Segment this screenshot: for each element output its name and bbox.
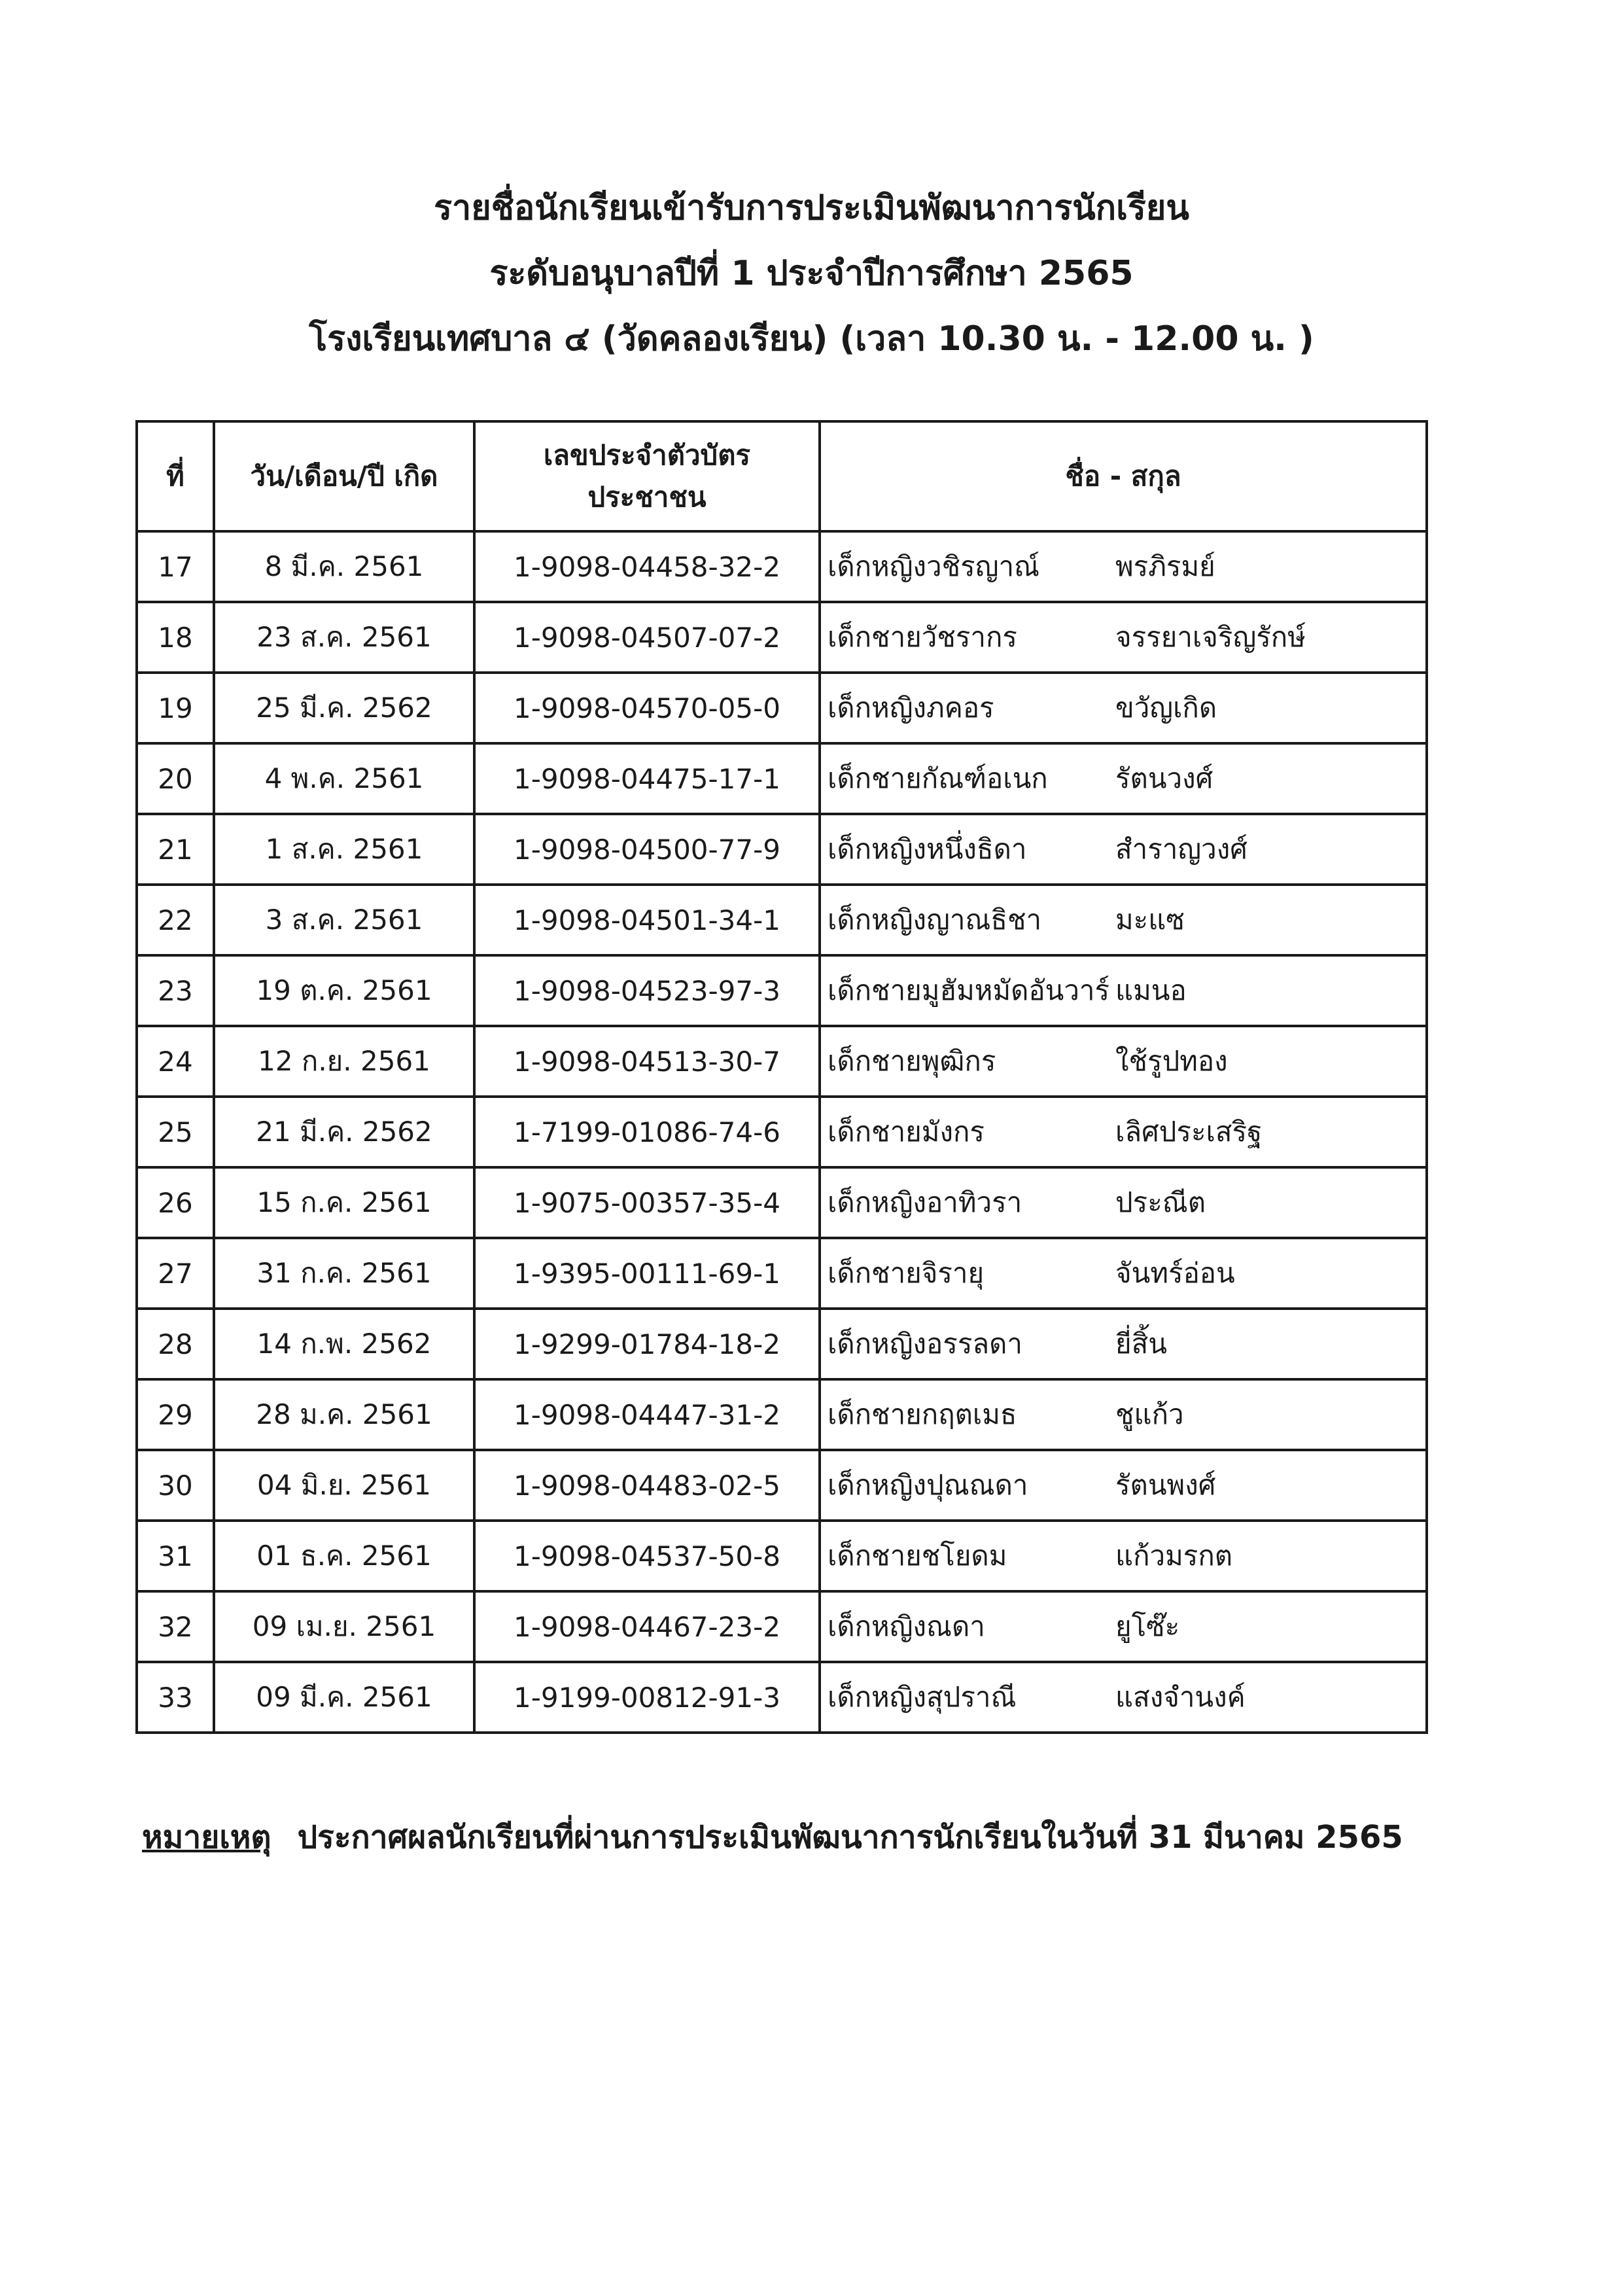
row-id-number: 1-9098-04537-50-8: [474, 1521, 820, 1591]
row-no: 18: [137, 602, 214, 673]
row-no: 24: [137, 1026, 214, 1097]
row-id-number: 1-9098-04458-32-2: [474, 531, 820, 602]
table-row: [137, 743, 1427, 814]
row-dob: 09 เม.ย. 2561: [214, 1591, 474, 1662]
row-last-name: ขวัญเกิด: [1115, 692, 1217, 724]
row-id-number: 1-9098-04507-07-2: [474, 602, 820, 673]
row-id-number: 1-9098-04467-23-2: [474, 1591, 820, 1662]
row-no: 32: [137, 1591, 214, 1662]
row-no: 19: [137, 673, 214, 743]
table-row: [137, 1379, 1427, 1450]
row-first-name: เด็กชายกัณฑ์อเนก: [828, 762, 1048, 794]
row-first-name: เด็กชายชโยดม: [828, 1540, 1007, 1572]
row-name: [820, 1309, 1427, 1379]
row-dob: 8 มี.ค. 2561: [214, 531, 474, 602]
row-first-name: เด็กหญิงสุปราณี: [828, 1681, 1017, 1713]
row-name: [820, 531, 1427, 602]
header-id-line-2: ประชาชน: [587, 481, 707, 513]
heading-line-2: ระดับอนุบาลปีที่ 1 ประจำปีการศึกษา 2565: [489, 254, 1134, 293]
row-name: [820, 1379, 1427, 1450]
row-no: 28: [137, 1309, 214, 1379]
row-no: 20: [137, 743, 214, 814]
row-last-name: ประณีต: [1115, 1186, 1206, 1218]
row-last-name: จันทร์อ่อน: [1115, 1257, 1235, 1289]
row-no: 23: [137, 955, 214, 1026]
row-last-name: ชูแก้ว: [1115, 1398, 1184, 1430]
row-dob: 14 ก.พ. 2562: [214, 1309, 474, 1379]
row-name: [820, 1450, 1427, 1521]
header-name: ชื่อ - สกุล: [820, 421, 1427, 531]
row-id-number: 1-9098-04570-05-0: [474, 673, 820, 743]
row-no: 33: [137, 1662, 214, 1733]
row-last-name: รัตนพงศ์: [1115, 1469, 1216, 1501]
row-last-name: แก้วมรกต: [1115, 1540, 1233, 1572]
table-row: [137, 1097, 1427, 1167]
row-last-name: ยูโซ๊ะ: [1115, 1610, 1180, 1642]
row-name: [820, 1521, 1427, 1591]
row-last-name: เลิศประเสริฐ: [1115, 1116, 1263, 1148]
row-first-name: เด็กชายพุฒิกร: [828, 1045, 996, 1077]
row-name: [820, 955, 1427, 1026]
row-last-name: มะแซ: [1115, 904, 1185, 936]
row-id-number: 1-9098-04523-97-3: [474, 955, 820, 1026]
header-no: ที่: [137, 421, 214, 531]
row-dob: 04 มิ.ย. 2561: [214, 1450, 474, 1521]
row-id-number: 1-9098-04500-77-9: [474, 814, 820, 885]
row-name: [820, 1662, 1427, 1733]
row-dob: 1 ส.ค. 2561: [214, 814, 474, 885]
row-name: [820, 1097, 1427, 1167]
row-first-name: เด็กชายมูฮัมหมัดอันวาร์: [828, 974, 1110, 1006]
row-dob: 4 พ.ค. 2561: [214, 743, 474, 814]
row-dob: 19 ต.ค. 2561: [214, 955, 474, 1026]
row-last-name: ยี่สิ้น: [1115, 1328, 1167, 1360]
row-no: 25: [137, 1097, 214, 1167]
table-row: [137, 814, 1427, 885]
row-no: 27: [137, 1238, 214, 1309]
row-first-name: เด็กหญิงปุณณดา: [828, 1469, 1028, 1501]
row-last-name: แมนอ: [1115, 974, 1187, 1006]
row-dob: 3 ส.ค. 2561: [214, 885, 474, 955]
footnote: [142, 1812, 1403, 1862]
row-name: [820, 1591, 1427, 1662]
row-no: 26: [137, 1167, 214, 1238]
footnote-label: หมายเหตุ: [142, 1819, 271, 1856]
row-id-number: 1-9098-04483-02-5: [474, 1450, 820, 1521]
document-heading: [0, 175, 1623, 372]
row-name: [820, 673, 1427, 743]
heading-line-3: โรงเรียนเทศบาล ๔ (วัดคลองเรียน) (เวลา 10.30 น. - 12.00 น. ): [309, 319, 1314, 359]
heading-line-1: รายชื่อนักเรียนเข้ารับการประเมินพัฒนาการนักเรียน: [434, 188, 1189, 228]
table-row: [137, 1450, 1427, 1521]
row-name: [820, 1026, 1427, 1097]
row-no: 31: [137, 1521, 214, 1591]
table-row: [137, 673, 1427, 743]
table-row: [137, 1521, 1427, 1591]
row-dob: 15 ก.ค. 2561: [214, 1167, 474, 1238]
row-no: 30: [137, 1450, 214, 1521]
table-row: [137, 1026, 1427, 1097]
row-first-name: เด็กหญิงญาณธิชา: [828, 904, 1042, 936]
row-name: [820, 602, 1427, 673]
row-dob: 28 ม.ค. 2561: [214, 1379, 474, 1450]
row-id-number: 1-9395-00111-69-1: [474, 1238, 820, 1309]
row-id-number: 1-7199-01086-74-6: [474, 1097, 820, 1167]
row-no: 29: [137, 1379, 214, 1450]
row-no: 22: [137, 885, 214, 955]
row-id-number: 1-9199-00812-91-3: [474, 1662, 820, 1733]
row-name: [820, 885, 1427, 955]
row-id-number: 1-9098-04447-31-2: [474, 1379, 820, 1450]
header-id-card: [474, 421, 820, 531]
table-body: [137, 531, 1427, 1733]
row-dob: 01 ธ.ค. 2561: [214, 1521, 474, 1591]
row-first-name: เด็กหญิงภคอร: [828, 692, 994, 724]
table-row: [137, 1167, 1427, 1238]
table-row: [137, 885, 1427, 955]
row-first-name: เด็กหญิงอาทิวรา: [828, 1186, 1022, 1218]
footnote-text: ประกาศผลนักเรียนที่ผ่านการประเมินพัฒนาการนักเรียนในวันที่ 31 มีนาคม 2565: [297, 1819, 1403, 1856]
row-first-name: เด็กชายวัชรากร: [828, 621, 1017, 653]
row-id-number: 1-9098-04501-34-1: [474, 885, 820, 955]
header-id-line-1: เลขประจำตัวบัตร: [543, 439, 751, 471]
row-first-name: เด็กหญิงอรรลดา: [828, 1328, 1022, 1360]
row-last-name: ใช้รูปทอง: [1115, 1045, 1228, 1077]
row-id-number: 1-9098-04513-30-7: [474, 1026, 820, 1097]
table-header-row: [137, 421, 1427, 531]
table-row: [137, 1238, 1427, 1309]
row-name: [820, 743, 1427, 814]
row-last-name: รัตนวงศ์: [1115, 762, 1213, 794]
row-first-name: เด็กชายจิรายุ: [828, 1257, 985, 1289]
row-dob: 25 มี.ค. 2562: [214, 673, 474, 743]
row-no: 17: [137, 531, 214, 602]
row-dob: 23 ส.ค. 2561: [214, 602, 474, 673]
student-roster-table: [135, 420, 1428, 1734]
row-id-number: 1-9098-04475-17-1: [474, 743, 820, 814]
table-row: [137, 1309, 1427, 1379]
row-first-name: เด็กชายมังกร: [828, 1116, 985, 1148]
row-last-name: แสงจำนงค์: [1115, 1681, 1246, 1713]
table-row: [137, 602, 1427, 673]
row-dob: 12 ก.ย. 2561: [214, 1026, 474, 1097]
row-name: [820, 1167, 1427, 1238]
row-first-name: เด็กหญิงหนึ่งธิดา: [828, 833, 1027, 865]
table-row: [137, 531, 1427, 602]
row-last-name: พรภิรมย์: [1115, 550, 1215, 582]
row-last-name: สำราญวงศ์: [1115, 833, 1248, 865]
table-row: [137, 955, 1427, 1026]
row-no: 21: [137, 814, 214, 885]
row-first-name: เด็กหญิงณดา: [828, 1610, 985, 1642]
row-first-name: เด็กหญิงวชิรญาณ์: [828, 550, 1040, 582]
row-name: [820, 814, 1427, 885]
row-dob: 31 ก.ค. 2561: [214, 1238, 474, 1309]
row-last-name: จรรยาเจริญรักษ์: [1115, 621, 1306, 653]
header-dob: วัน/เดือน/ปี เกิด: [214, 421, 474, 531]
row-first-name: เด็กชายกฤตเมธ: [828, 1398, 1017, 1430]
row-id-number: 1-9075-00357-35-4: [474, 1167, 820, 1238]
row-id-number: 1-9299-01784-18-2: [474, 1309, 820, 1379]
row-dob: 09 มี.ค. 2561: [214, 1662, 474, 1733]
table-row: [137, 1591, 1427, 1662]
row-dob: 21 มี.ค. 2562: [214, 1097, 474, 1167]
table-row: [137, 1662, 1427, 1733]
row-name: [820, 1238, 1427, 1309]
